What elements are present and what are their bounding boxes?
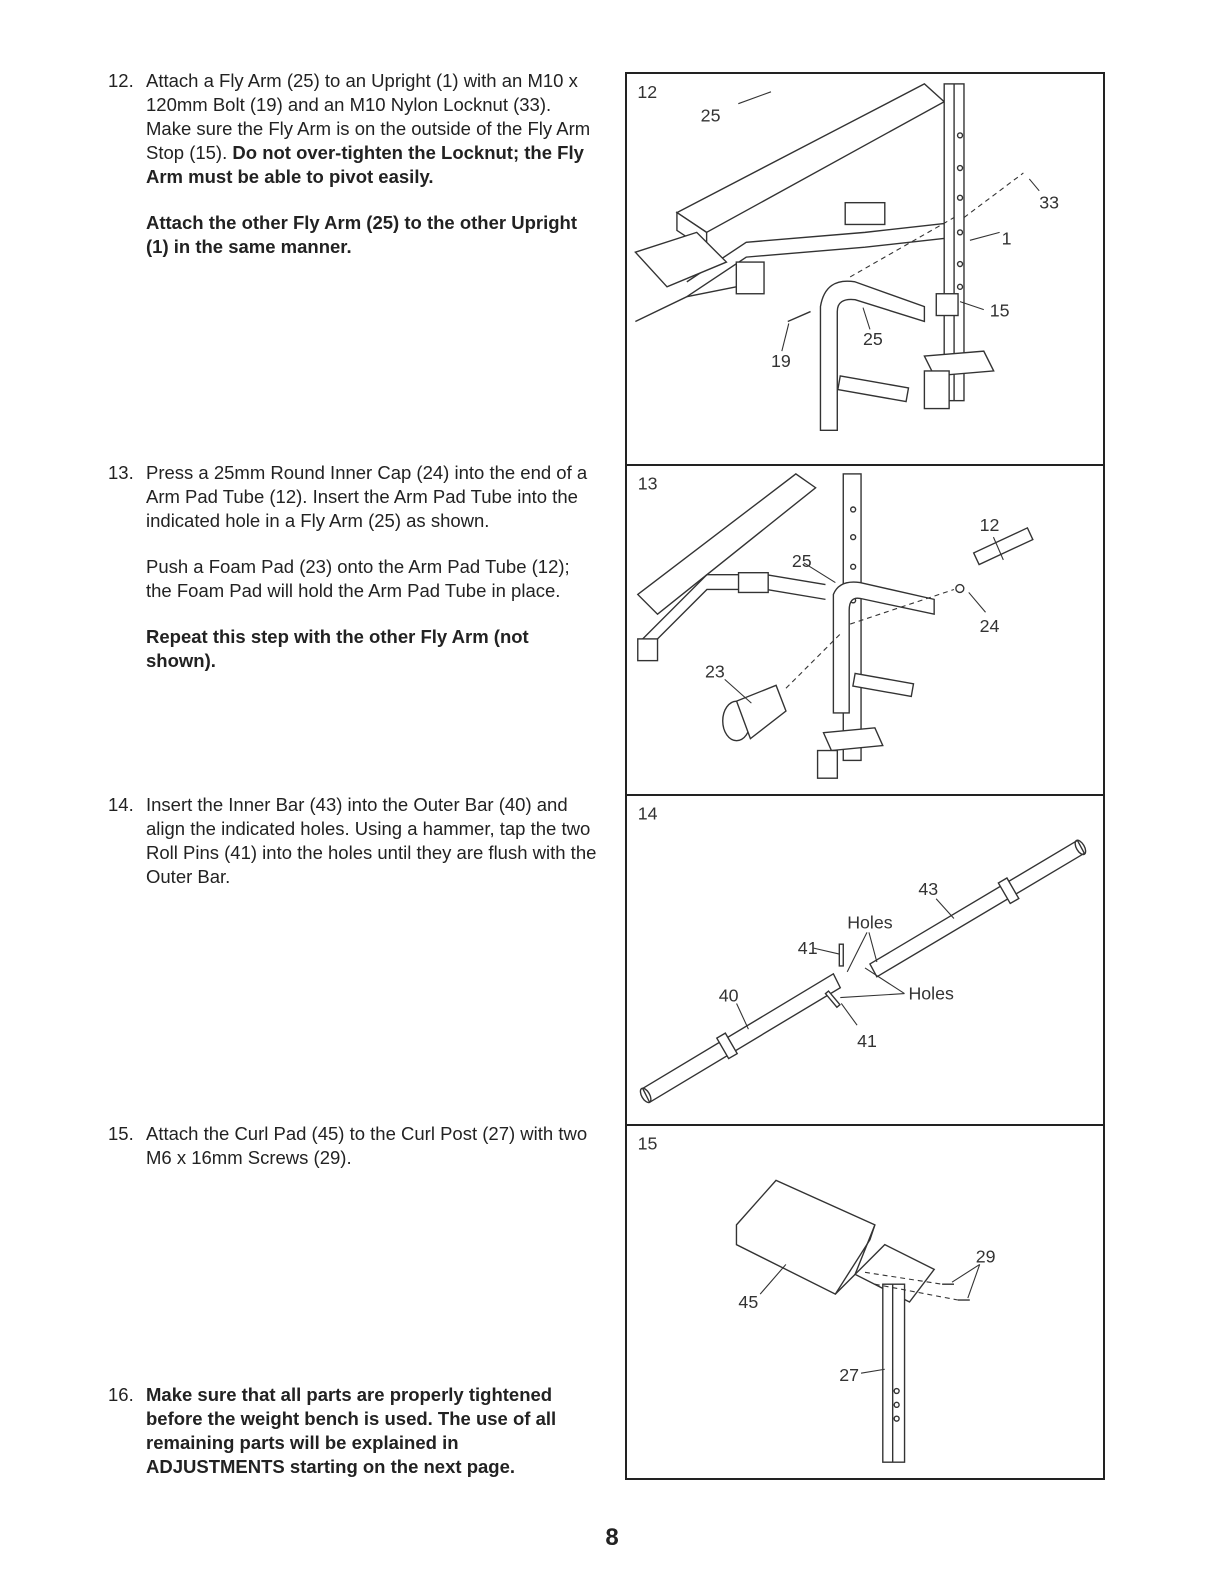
callout-19: 19	[770, 350, 791, 371]
callout-15: 15	[989, 300, 1010, 321]
step-15	[108, 1122, 598, 1192]
figure-label: 13	[637, 473, 658, 494]
callout-45: 45	[738, 1291, 759, 1312]
step-text: Attach a Fly Arm (25) to an Upright (1) with an M10 x 120mm Bolt (19) and an M10 Nylon Locknut (33). Make sure the Fly Arm is on the outside of the Fly Arm Stop (15).	[146, 70, 591, 163]
step-12	[108, 69, 598, 281]
curl-pad	[736, 1180, 874, 1294]
inner-bar	[870, 840, 1084, 976]
step-text: Press a 25mm Round Inner Cap (24) into the end of a Arm Pad Tube (12). Insert the Arm Pad Tube into the indicated hole in a Fly Arm (25) as shown.	[146, 462, 588, 531]
fly-arm	[833, 582, 934, 713]
callout-holes-2: Holes	[908, 983, 954, 1004]
step-14	[108, 793, 598, 911]
figure-label: 12	[637, 81, 658, 102]
arm-pad-illustration	[627, 466, 1103, 794]
step-note: Repeat this step with the other Fly Arm (not shown).	[146, 626, 529, 671]
step-number: 14.	[108, 794, 134, 815]
callout-25b: 25	[863, 329, 883, 350]
callout-23: 23	[704, 661, 725, 682]
step-text: Insert the Inner Bar (43) into the Outer Bar (40) and align the indicated holes. Using a hammer, tap the two Roll Pins (41) into the holes until they are flush with the Outer Bar.	[146, 794, 597, 887]
figure-15	[625, 1124, 1105, 1480]
roll-pin	[839, 944, 843, 966]
figure-12	[625, 72, 1105, 466]
callout-1: 1	[1001, 228, 1012, 249]
fly-arm-illustration	[627, 74, 1103, 464]
fly-arm-stop	[936, 294, 958, 316]
step-number: 16.	[108, 1384, 134, 1405]
callout-12: 12	[979, 515, 1000, 536]
callout-holes: Holes	[847, 912, 893, 933]
curl-pad-illustration	[627, 1126, 1103, 1478]
step-note: Attach the other Fly Arm (25) to the other Upright (1) in the same manner.	[146, 212, 577, 257]
step-warning: Make sure that all parts are properly tightened before the weight bench is used. The use of all remaining parts will be explained in ADJUSTMENTS starting on the next page.	[146, 1384, 557, 1477]
callout-41: 41	[797, 938, 818, 959]
step-number: 13.	[108, 462, 134, 483]
callout-24: 24	[979, 615, 1000, 636]
callout-25: 25	[791, 550, 812, 571]
step-text: Attach the Curl Pad (45) to the Curl Post (27) with two M6 x 16mm Screws (29).	[146, 1123, 588, 1168]
step-text-2: Push a Foam Pad (23) onto the Arm Pad Tube (12); the Foam Pad will hold the Arm Pad Tube in place.	[146, 556, 570, 601]
fly-arm	[820, 281, 924, 430]
step-13	[108, 461, 598, 695]
outer-bar	[643, 974, 841, 1102]
figure-13	[625, 464, 1105, 796]
callout-25: 25	[700, 105, 721, 126]
figure-14	[625, 794, 1105, 1128]
step-number: 12.	[108, 70, 134, 91]
callout-33: 33	[1039, 192, 1060, 213]
page-number: 8	[605, 1524, 619, 1551]
roll-pin-2	[825, 991, 839, 1007]
step-warning: Do not over-tighten the Locknut; the Fly Arm must be able to pivot easily.	[146, 142, 584, 187]
callout-29: 29	[975, 1246, 996, 1267]
callout-41b: 41	[857, 1030, 877, 1051]
inner-cap	[956, 585, 964, 593]
step-16	[108, 1383, 598, 1501]
figure-label: 14	[637, 803, 658, 824]
step-number: 15.	[108, 1123, 134, 1144]
figure-label: 15	[637, 1133, 658, 1154]
curl-post	[883, 1284, 905, 1462]
callout-43: 43	[918, 878, 939, 899]
base-foot	[824, 728, 883, 751]
callout-40: 40	[718, 985, 739, 1006]
callout-27: 27	[839, 1365, 860, 1386]
bar-assembly-illustration	[627, 796, 1103, 1126]
